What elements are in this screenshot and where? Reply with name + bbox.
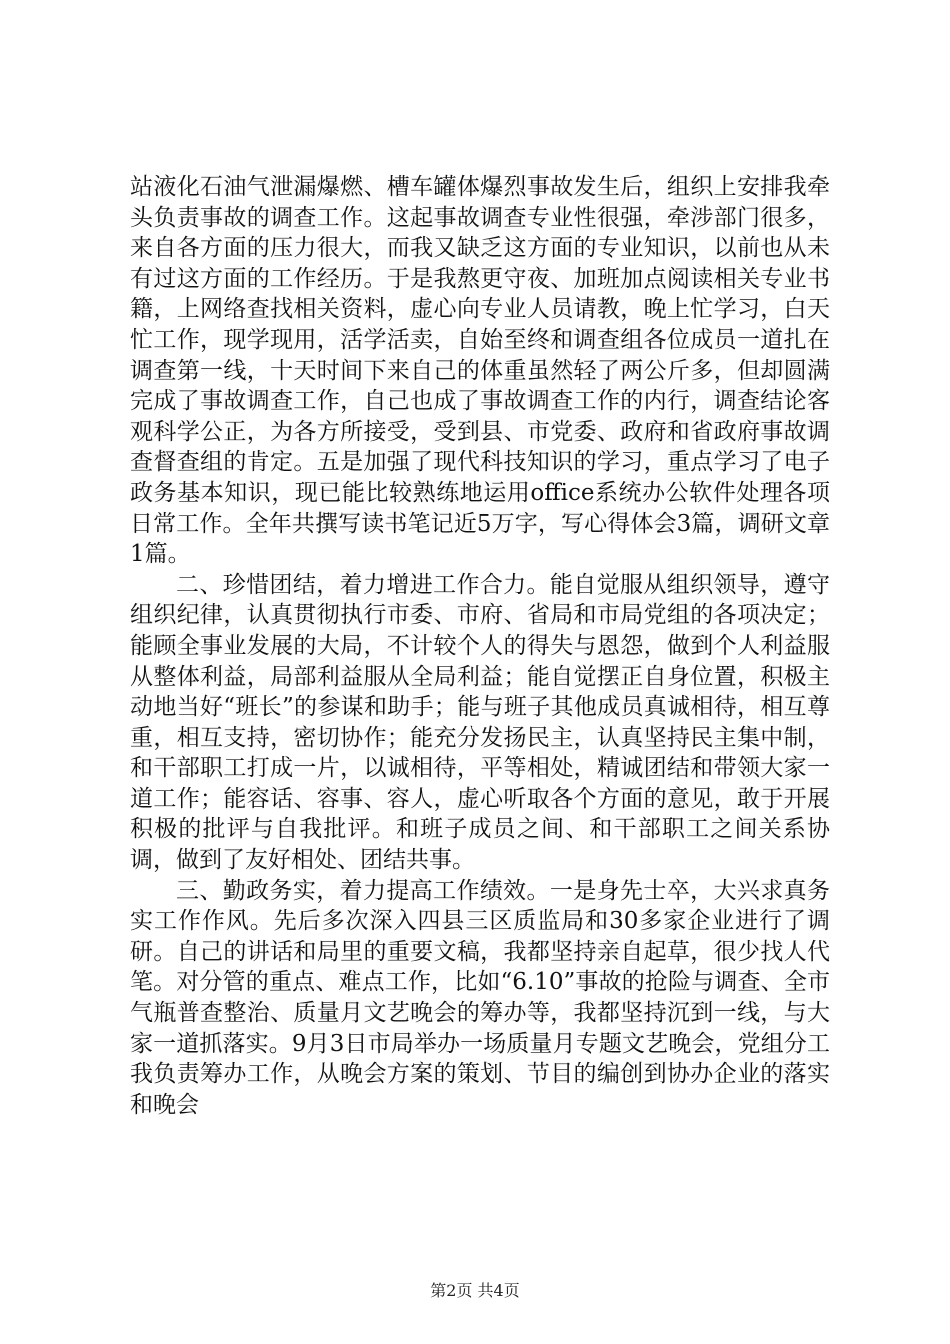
page-number-footer: 第2页 共4页 bbox=[430, 1281, 520, 1300]
paragraph-1: 站液化石油气泄漏爆燃、槽车罐体爆烈事故发生后，组织上安排我牵头负责事故的调查工作。这起事故调查专业性很强，牵涉部门很多，来自各方面的压力很大，而我又缺乏这方面的专业知识，以前也从未有过这方面的工作经历。于是我熬更守夜、加班加点阅读相关专业书籍，上网络查找相关资料，虚心向专业人员请教，晚上忙学习，白天忙工作，现学现用，活学活卖，自始至终和调查组各位成员一道扎在调查第一线，十天时间下来自己的体重虽然轻了两公斤多，但却圆满完成了事故调查工作，自己也成了事故调查工作的内行，调查结论客观科学公正，为各方所接受，受到县、市党委、政府和省政府事故调查督查组的肯定。五是加强了现代科技知识的学习，重点学习了电子政务基本知识，现已能比较熟练地运用office系统办公软件处理各项日常工作。全年共撰写读书笔记近5万字，写心得体会3篇，调研文章1篇。 bbox=[130, 174, 830, 568]
paragraph-2: 二、珍惜团结，着力增进工作合力。能自觉服从组织领导，遵守组织纪律，认真贯彻执行市委、市府、省局和市局党组的各项决定；能顾全事业发展的大局，不计较个人的得失与恩怨，做到个人利益服从整体利益，局部利益服从全局利益；能自觉摆正自身位置，积极主动地当好“班长”的参谋和助手；能与班子其他成员真诚相待，相互尊重，相互支持，密切协作；能充分发扬民主，认真坚持民主集中制，和干部职工打成一片，以诚相待，平等相处，精诚团结和带领大家一道工作；能容话、容事、容人，虚心听取各个方面的意见，敢于开展积极的批评与自我批评。和班子成员之间、和干部职工之间关系协调，做到了友好相处、团结共事。 bbox=[130, 571, 830, 874]
document-body bbox=[130, 172, 830, 1120]
paragraph-3: 三、勤政务实，着力提高工作绩效。一是身先士卒，大兴求真务实工作作风。先后多次深入四县三区质监局和30多家企业进行了调研。自己的讲话和局里的重要文稿，我都坚持亲自起草，很少找人代笔。对分管的重点、难点工作，比如“6.10”事故的抢险与调查、全市气瓶普查整治、质量月文艺晚会的筹办等，我都坚持沉到一线，与大家一道抓落实。9月3日市局举办一场质量月专题文艺晚会，党组分工我负责筹办工作，从晚会方案的策划、节目的编创到协办企业的落实和晚会 bbox=[130, 877, 830, 1118]
